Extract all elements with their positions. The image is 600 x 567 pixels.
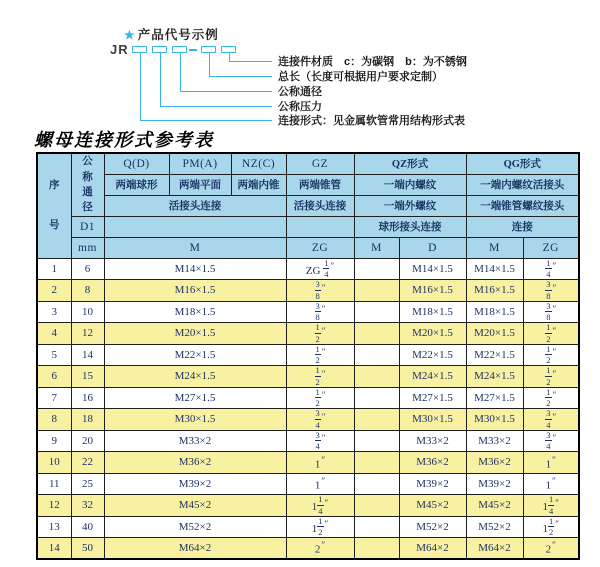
cell-dn: 15	[71, 366, 104, 388]
code-prefix: JR	[110, 42, 129, 57]
cell-qg-m: M18×1.5	[466, 301, 523, 323]
table-row	[37, 280, 579, 302]
cell-seq: 8	[37, 409, 71, 431]
cell-qg-zg: 1″	[523, 452, 579, 474]
cell-qg-zg: $\frac{1}{2}$ ″	[523, 323, 579, 345]
cell-qg-m: M45×2	[466, 495, 523, 517]
cell-qz-m	[354, 430, 399, 452]
cell-seq: 13	[37, 516, 71, 538]
cell-qg-m: M39×2	[466, 473, 523, 495]
cell-dn: 12	[71, 323, 104, 345]
cell-dn: 18	[71, 409, 104, 431]
cell-dn: 14	[71, 344, 104, 366]
star-icon: ★	[124, 28, 136, 42]
cell-dn: 20	[71, 430, 104, 452]
diagram-label-1: 连接件材质 c：为碳钢 b：为不锈钢	[278, 56, 467, 68]
cell-seq: 14	[37, 538, 71, 560]
header-pm-desc: 两端平面	[169, 174, 231, 195]
header-col-qg: QG形式	[466, 153, 579, 174]
header-union-conn: 活接头连接	[104, 195, 286, 216]
table-row	[37, 538, 579, 560]
cell-gz: ZG $\frac{1}{4}$ ″	[286, 258, 354, 280]
header-qg-conn: 连接	[466, 216, 579, 237]
cell-qz-d: M22×1.5	[399, 344, 466, 366]
cell-m: M52×2	[104, 516, 286, 538]
cell-qg-zg: $\frac{1}{2}$ ″	[523, 366, 579, 388]
cell-gz: $\frac{1}{2}$ ″	[286, 344, 354, 366]
table-row	[37, 301, 579, 323]
cell-dn: 16	[71, 387, 104, 409]
cell-qz-m	[354, 301, 399, 323]
header-qg-zg: ZG	[523, 237, 579, 258]
cell-qg-m: M64×2	[466, 538, 523, 560]
cell-qz-m	[354, 495, 399, 517]
cell-dn: 25	[71, 473, 104, 495]
code-box-1	[132, 46, 147, 53]
header-col-nz: NZ(C)	[231, 153, 286, 174]
header-qg-desc2: 一端锥管螺纹接头	[466, 195, 579, 216]
cell-dn: 6	[71, 258, 104, 280]
cell-qz-m	[354, 409, 399, 431]
table-row	[37, 495, 579, 517]
cell-qg-m: M22×1.5	[466, 344, 523, 366]
cell-qz-m	[354, 323, 399, 345]
cell-qg-zg: 1 $\frac{1}{4}$ ″	[523, 495, 579, 517]
header-zg: ZG	[286, 237, 354, 258]
cell-qg-zg: $\frac{1}{2}$ ″	[523, 387, 579, 409]
cell-m: M30×1.5	[104, 409, 286, 431]
code-box-3	[172, 46, 187, 53]
header-col-gz: GZ	[286, 153, 354, 174]
header-gz-conn: 活接头连接	[286, 195, 354, 216]
cell-qg-m: M36×2	[466, 452, 523, 474]
cell-seq: 6	[37, 366, 71, 388]
cell-m: M20×1.5	[104, 323, 286, 345]
diagram-label-5: 连接形式：见金属软管常用结构形式表	[278, 115, 465, 127]
cell-m: M22×1.5	[104, 344, 286, 366]
cell-dn: 8	[71, 280, 104, 302]
cell-qg-m: M30×1.5	[466, 409, 523, 431]
table-row	[37, 366, 579, 388]
cell-qg-zg: $\frac{3}{8}$ ″	[523, 280, 579, 302]
cell-qz-d: M64×2	[399, 538, 466, 560]
header-col-q: Q(D)	[104, 153, 169, 174]
product-code-heading-text: 产品代号示例	[137, 28, 219, 42]
cell-m: M45×2	[104, 495, 286, 517]
cell-dn: 40	[71, 516, 104, 538]
cell-qz-d: M52×2	[399, 516, 466, 538]
cell-dn: 22	[71, 452, 104, 474]
code-box-4	[201, 46, 216, 53]
header-col-pm: PM(A)	[169, 153, 231, 174]
cell-seq: 4	[37, 323, 71, 345]
table-row	[37, 452, 579, 474]
table-row	[37, 387, 579, 409]
cell-qg-m: M14×1.5	[466, 258, 523, 280]
cell-qz-d: M33×2	[399, 430, 466, 452]
cell-qz-m	[354, 344, 399, 366]
cell-seq: 2	[37, 280, 71, 302]
cell-gz: 1″	[286, 473, 354, 495]
table-row	[37, 409, 579, 431]
cell-qz-m	[354, 366, 399, 388]
cell-dn: 10	[71, 301, 104, 323]
diagram-label-3: 公称通径	[278, 86, 322, 98]
header-qz-d: D	[399, 237, 466, 258]
header-seq	[37, 153, 71, 258]
cell-dn: 50	[71, 538, 104, 560]
cell-qg-m: M20×1.5	[466, 323, 523, 345]
cell-gz: 1″	[286, 452, 354, 474]
cell-gz: $\frac{1}{2}$ ″	[286, 366, 354, 388]
cell-qz-m	[354, 538, 399, 560]
cell-qg-m: M24×1.5	[466, 366, 523, 388]
header-nz-desc: 两端内锥	[231, 174, 286, 195]
cell-m: M39×2	[104, 473, 286, 495]
cell-qz-d: M14×1.5	[399, 258, 466, 280]
header-col-qz: QZ形式	[354, 153, 466, 174]
cell-qg-zg: 1″	[523, 473, 579, 495]
diagram-label-4: 公称压力	[278, 100, 322, 113]
table-row	[37, 516, 579, 538]
header-dn-label: 公称通径	[82, 156, 93, 213]
header-m: M	[104, 237, 286, 258]
cell-gz: $\frac{1}{2}$ ″	[286, 387, 354, 409]
cell-gz: 2″	[286, 538, 354, 560]
cell-qz-d: M27×1.5	[399, 387, 466, 409]
cell-qz-d: M36×2	[399, 452, 466, 474]
header-qz-m: M	[354, 237, 399, 258]
header-empty-m	[104, 216, 286, 237]
cell-m: M14×1.5	[104, 258, 286, 280]
cell-qg-m: M52×2	[466, 516, 523, 538]
table-row	[37, 258, 579, 280]
code-dash	[189, 49, 197, 51]
table-header	[37, 153, 579, 258]
cell-qz-m	[354, 258, 399, 280]
cell-gz: 1 $\frac{1}{2}$ ″	[286, 516, 354, 538]
cell-seq: 3	[37, 301, 71, 323]
table-row	[37, 323, 579, 345]
cell-qg-zg: $\frac{3}{4}$ ″	[523, 409, 579, 431]
cell-seq: 12	[37, 495, 71, 517]
cell-m: M27×1.5	[104, 387, 286, 409]
cell-gz: $\frac{1}{2}$ ″	[286, 323, 354, 345]
header-q-desc: 两端球形	[104, 174, 169, 195]
cell-qg-zg: $\frac{3}{8}$ ″	[523, 301, 579, 323]
cell-qz-d: M45×2	[399, 495, 466, 517]
cell-gz: $\frac{3}{8}$ ″	[286, 301, 354, 323]
table-row	[37, 344, 579, 366]
cell-qg-m: M16×1.5	[466, 280, 523, 302]
cell-qg-zg: $\frac{1}{4}$ ″	[523, 258, 579, 280]
cell-qg-zg: 1 $\frac{1}{2}$ ″	[523, 516, 579, 538]
cell-qg-zg: $\frac{3}{4}$ ″	[523, 430, 579, 452]
header-qz-desc1: 一端内螺纹	[354, 174, 466, 195]
cell-seq: 7	[37, 387, 71, 409]
connector-line-5	[140, 53, 273, 121]
table-row	[37, 473, 579, 495]
cell-gz: $\frac{3}{4}$ ″	[286, 409, 354, 431]
code-box-5	[221, 46, 236, 53]
header-empty-gz	[286, 216, 354, 237]
product-code-heading	[124, 25, 219, 43]
cell-seq: 1	[37, 258, 71, 280]
header-qz-desc2: 一端外螺纹	[354, 195, 466, 216]
cell-qz-d: M20×1.5	[399, 323, 466, 345]
diagram-label-2: 总长（长度可根据用户要求定制）	[278, 71, 443, 83]
header-qg-m: M	[466, 237, 523, 258]
cell-m: M24×1.5	[104, 366, 286, 388]
cell-qg-m: M27×1.5	[466, 387, 523, 409]
table-row	[37, 430, 579, 452]
cell-qz-d: M16×1.5	[399, 280, 466, 302]
header-seq-label: 序号	[49, 179, 60, 231]
cell-dn: 32	[71, 495, 104, 517]
table-body	[37, 258, 579, 559]
header-qg-desc1: 一端内螺纹活接头	[466, 174, 579, 195]
cell-qg-zg: 2″	[523, 538, 579, 560]
cell-seq: 9	[37, 430, 71, 452]
cell-m: M18×1.5	[104, 301, 286, 323]
cell-gz: $\frac{3}{4}$ ″	[286, 430, 354, 452]
table-title: 螺母连接形式参考表	[34, 130, 214, 150]
cell-m: M16×1.5	[104, 280, 286, 302]
cell-qg-m: M33×2	[466, 430, 523, 452]
cell-seq: 5	[37, 344, 71, 366]
cell-seq: 10	[37, 452, 71, 474]
nut-connection-table	[36, 152, 580, 560]
header-dn	[71, 153, 104, 216]
cell-m: M64×2	[104, 538, 286, 560]
code-box-2	[152, 46, 167, 53]
cell-qz-m	[354, 452, 399, 474]
cell-gz: 1 $\frac{1}{4}$ ″	[286, 495, 354, 517]
cell-qz-m	[354, 516, 399, 538]
header-mm: mm	[71, 237, 104, 258]
cell-qz-d: M39×2	[399, 473, 466, 495]
cell-m: M33×2	[104, 430, 286, 452]
cell-m: M36×2	[104, 452, 286, 474]
header-qz-conn: 球形接头连接	[354, 216, 466, 237]
cell-qz-m	[354, 473, 399, 495]
header-d1: D1	[71, 216, 104, 237]
cell-qz-d: M18×1.5	[399, 301, 466, 323]
cell-qz-m	[354, 387, 399, 409]
header-gz-desc: 两端锥管	[286, 174, 354, 195]
cell-qz-m	[354, 280, 399, 302]
cell-seq: 11	[37, 473, 71, 495]
cell-qg-zg: $\frac{1}{2}$ ″	[523, 344, 579, 366]
cell-gz: $\frac{3}{8}$ ″	[286, 280, 354, 302]
cell-qz-d: M30×1.5	[399, 409, 466, 431]
cell-qz-d: M24×1.5	[399, 366, 466, 388]
